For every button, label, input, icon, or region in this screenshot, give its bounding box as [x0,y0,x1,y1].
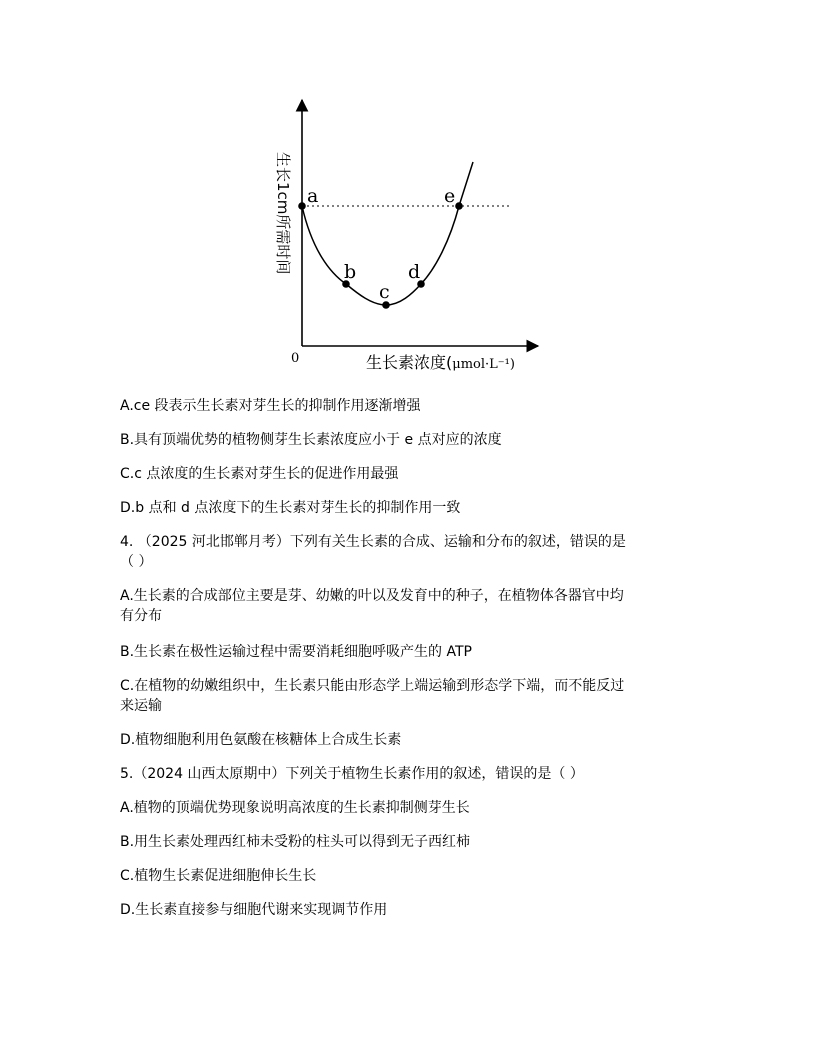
q5-stem: 5.（2024 山西太原期中）下列关于植物生长素作用的叙述，错误的是（ ） [120,766,584,782]
q4-option-c [120,676,700,716]
q5-option-c: C.植物生长素促进细胞伸长生长 [120,868,317,884]
q4-stem-line2: （ ） [120,554,153,570]
q4-option-c-line1: C.在植物的幼嫩组织中，生长素只能由形态学上端运输到形态学下端，而不能反过 [120,678,625,694]
label-b: b [344,261,357,283]
curve-diagram [260,90,560,380]
point-e [455,202,463,210]
q4-option-d: D.植物细胞利用色氨酸在核糖体上合成生长素 [120,732,402,748]
q4-option-a-line2: 有分布 [120,608,162,624]
point-a [298,202,306,210]
q4-stem-line1: 4. （2025 河北邯郸月考）下列有关生长素的合成、运输和分布的叙述，错误的是 [120,534,626,550]
q4-stem [120,532,700,572]
x-axis-label: 生长素浓度(μmol·L⁻¹) [366,353,515,372]
q4-option-a [120,586,700,626]
origin-label: 0 [291,351,300,366]
q3-option-d: D.b 点和 d 点浓度下的生长素对芽生长的抑制作用一致 [120,500,461,516]
q3-option-c: C.c 点浓度的生长素对芽生长的促进作用最强 [120,466,399,482]
q5-option-b: B.用生长素处理西红柿未受粉的柱头可以得到无子西红柿 [120,834,471,850]
q5-option-a: A.植物的顶端优势现象说明高浓度的生长素抑制侧芽生长 [120,800,470,816]
growth-curve-figure [260,90,560,380]
y-axis-label: 生长1cm所需时间 [274,152,292,275]
label-c: c [379,281,390,303]
q4-option-a-line1: A.生长素的合成部位主要是芽、幼嫩的叶以及发育中的种子，在植物体各器官中均 [120,588,624,604]
q4-option-b: B.生长素在极性运输过程中需要消耗细胞呼吸产生的 ATP [120,644,472,660]
q3-option-b: B.具有顶端优势的植物侧芽生长素浓度应小于 e 点对应的浓度 [120,432,502,448]
q5-option-d: D.生长素直接参与细胞代谢来实现调节作用 [120,902,388,918]
q4-option-c-line2: 来运输 [120,698,162,714]
label-d: d [408,261,421,283]
label-a: a [307,185,319,207]
q3-option-a: A.ce 段表示生长素对芽生长的抑制作用逐渐增强 [120,398,421,414]
label-e: e [444,185,456,207]
